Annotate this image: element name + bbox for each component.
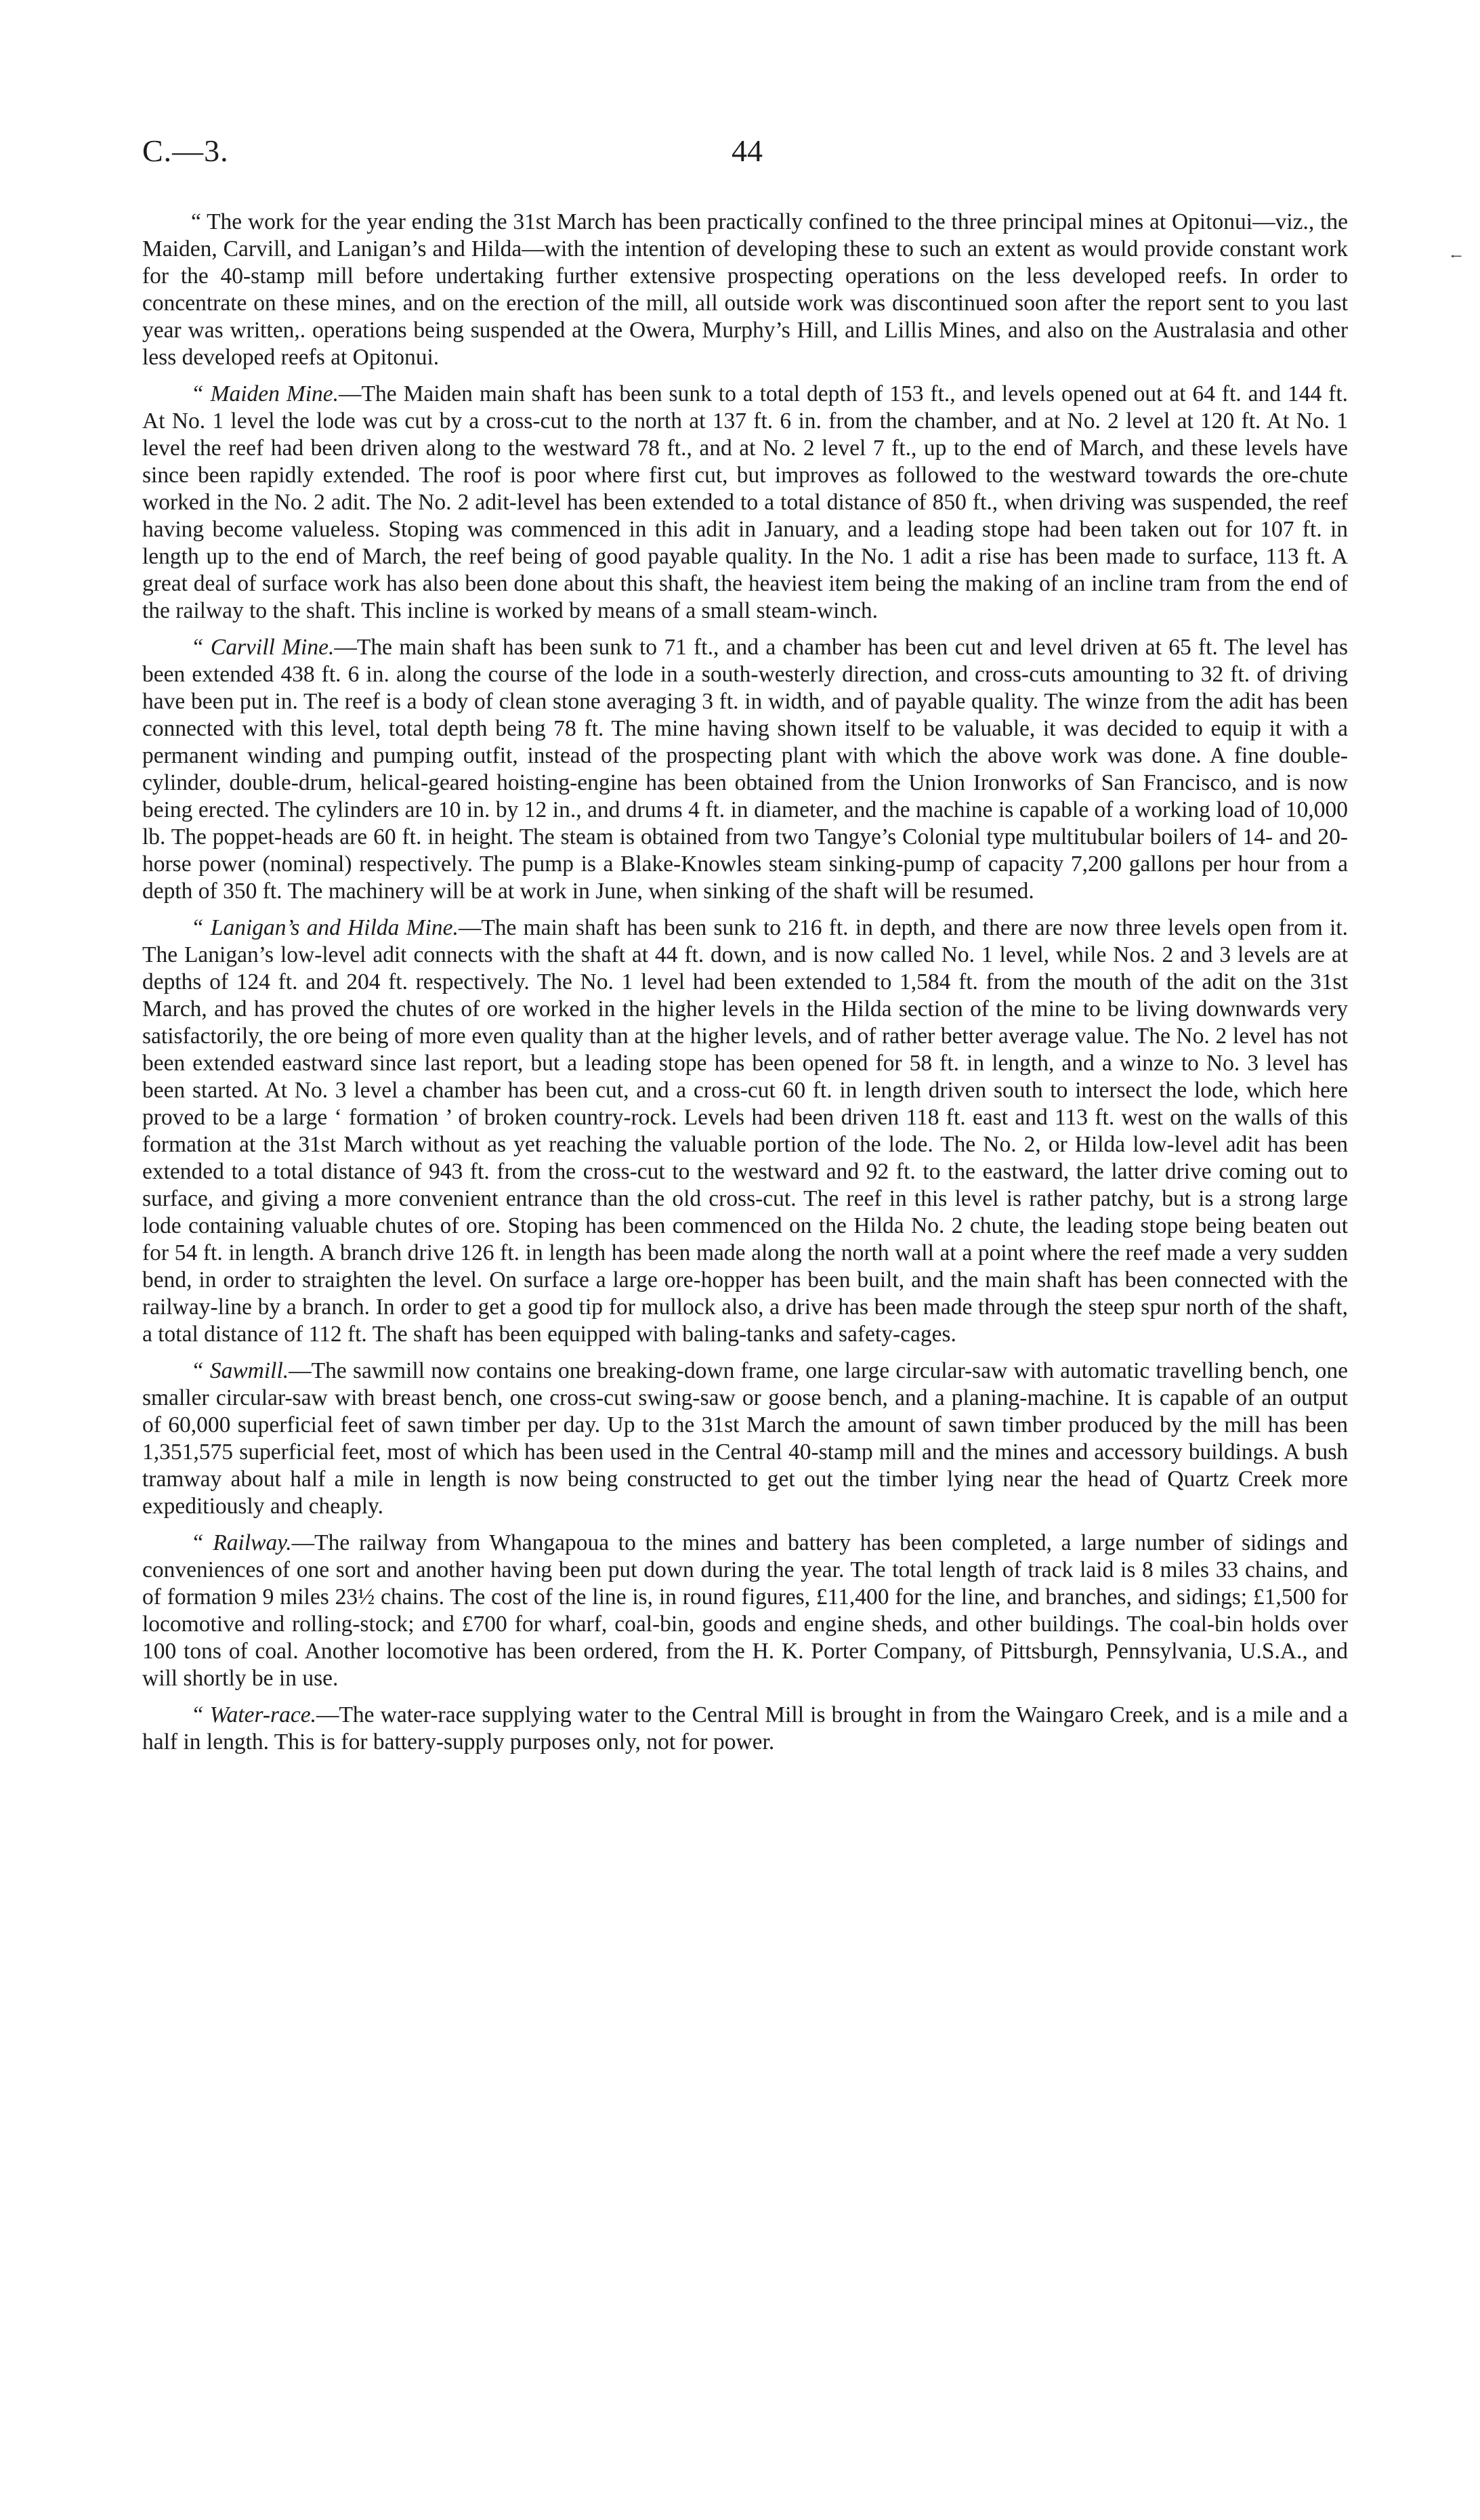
paragraph-railway xyxy=(142,1530,1348,1692)
body-text xyxy=(142,209,1348,1765)
paragraph-maiden-mine xyxy=(142,381,1348,625)
paragraph-text: —The sawmill now contains one breaking-down frame, one large circular-saw with automatic travelling bench, one smaller circular-saw with breast bench, one cross-cut swing-saw or goose bench, and a planing-machine. It is capable of an output of 60,000 superficial feet of sawn timber per day. Up to the 31st March the amount of sawn timber produced by the mill has been 1,351,575 superficial feet, most of which has been used in the Central 40-stamp mill and the mines and accessory buildings. A bush tramway about half a mile in length is now being constructed to get out the timber lying near the head of Quartz Creek more expeditiously and cheaply. xyxy=(142,1358,1348,1519)
section-heading: “ Carvill Mine. xyxy=(191,635,335,660)
section-heading: “ Maiden Mine. xyxy=(191,381,339,406)
margin-mark: ·̶ xyxy=(1450,245,1456,268)
paragraph-lanigans-hilda-mine xyxy=(142,915,1348,1348)
paragraph-text: —The main shaft has been sunk to 216 ft. in depth, and there are now three levels open from it. The Lanigan’s low-level adit connects with the shaft at 44 ft. down, and is now called No. 1 level, while Nos. 2 and 3 levels are at depths of 124 ft. and 204 ft. respectively. The No. 1 level had been extended to 1,584 ft. from the mouth of the adit on the 31st March, and has proved the chutes of ore worked in the higher levels in the Hilda section of the mine to be living downwards very satisfactorily, the ore being of more even quality than at the higher levels, and of rather better average value. The No. 2 level has not been extended eastward since last report, but a leading stope has been opened for 58 ft. in length, and a winze to No. 3 level has been started. At No. 3 level a chamber has been cut, and a cross-cut 60 ft. in length driven south to intersect the lode, which here proved to be a large ‘ formation ’ of broken country-rock. Levels had been driven 118 ft. east and 113 ft. west on the walls of this formation at the 31st March without as yet reaching the valuable portion of the lode. The No. 2, or Hilda low-level adit has been extended to a total distance of 943 ft. from the cross-cut to the westward and 92 ft. to the eastward, the latter drive coming out to surface, and giving a more convenient entrance than the old cross-cut. The reef in this level is rather patchy, but is a strong large lode containing valuable chutes of ore. Stoping has been commenced on the Hilda No. 2 chute, the leading stope being beaten out for 54 ft. in length. A branch drive 126 ft. in length has been made along the north wall at a point where the reef made a very sudden bend, in order to straighten the level. On surface a large ore-hopper has been built, and the main shaft has been connected with the railway-line by a branch. In order to get a good tip for mullock also, a drive has been made through the steep spur north of the shaft, a total distance of 112 ft. The shaft has been equipped with baling-tanks and safety-cages. xyxy=(142,915,1348,1347)
paragraph-text: —The water-race supplying water to the Central Mill is brought in from the Waingaro Creek, and is a mile and a half in length. This is for battery-supply purposes only, not for power. xyxy=(142,1702,1348,1755)
paragraph-carvill-mine xyxy=(142,634,1348,905)
page-number: 44 xyxy=(732,133,763,168)
paragraph-text: —The Maiden main shaft has been sunk to a total depth of 153 ft., and levels opened out at 64 ft. and 144 ft. At No. 1 level the lode was cut by a cross-cut to the north at 137 ft. 6 in. from the chamber, and at No. 2 level at 120 ft. At No. 1 level the reef had been driven along to the westward 78 ft., and at No. 2 level 7 ft., up to the end of March, and these levels have since been rapidly extended. The roof is poor where first cut, but improves as followed to the westward towards the ore-chute worked in the No. 2 adit. The No. 2 adit-level has been extended to a total distance of 850 ft., when driving was suspended, the reef having become valueless. Stoping was commenced in this adit in January, and a leading stope had been taken out for 107 ft. in length up to the end of March, the reef being of good payable quality. In the No. 1 adit a rise has been made to surface, 113 ft. A great deal of surface work has also been done about this shaft, the heaviest item being the making of an incline tram from the end of the railway to the shaft. This incline is worked by means of a small steam-winch. xyxy=(142,381,1349,623)
section-heading: “ Sawmill. xyxy=(191,1358,289,1383)
page-header xyxy=(142,133,1348,180)
section-heading: “ Railway. xyxy=(191,1530,292,1555)
paragraph-text: —The main shaft has been sunk to 71 ft., and a chamber has been cut and level driven at 65 ft. The level has been extended 438 ft. 6 in. along the course of the lode in a south-westerly direction, and cross-cuts amounting to 32 ft. of driving have been put in. The reef is a body of clean stone averaging 3 ft. in width, and of payable quality. The winze from the adit has been connected with this level, total depth being 78 ft. The mine having shown itself to be valuable, it was decided to equip it with a permanent winding and pumping outfit, instead of the prospecting plant with which the above work was done. A fine double-cylinder, double-drum, helical-geared hoisting-engine has been obtained from the Union Ironworks of San Francisco, and is now being erected. The cylinders are 10 in. by 12 in., and drums 4 ft. in diameter, and the machine is capable of a working load of 10,000 lb. The poppet-heads are 60 ft. in height. The steam is obtained from two Tangye’s Colonial type multitubular boilers of 14- and 20-horse power (nominal) respectively. The pump is a Blake-Knowles steam sinking-pump of capacity 7,200 gallons per hour from a depth of 350 ft. The machinery will be at work in June, when sinking of the shaft will be resumed. xyxy=(142,635,1348,904)
paragraph-text: “ The work for the year ending the 31st March has been practically confined to the three principal mines at Opitonui—viz., the Maiden, Carvill, and Lanigan’s and Hilda—with the intention of developing these to such an extent as would provide constant work for the 40-stamp mill before undertaking further extensive prospecting operations on the less developed reefs. In order to concentrate on these mines, and on the erection of the mill, all outside work was discontinued soon after the report sent to you last year was written,. operations being suspended at the Owera, Murphy’s Hill, and Lillis Mines, and also on the Australasia and other less developed reefs at Opitonui. xyxy=(142,209,1348,370)
document-reference: C.—3. xyxy=(142,133,229,168)
section-heading: “ Lanigan’s and Hilda Mine. xyxy=(191,915,459,940)
paragraph-intro xyxy=(142,209,1348,371)
paragraph-water-race xyxy=(142,1702,1348,1756)
paragraph-text: —The railway from Whangapoua to the mines and battery has been completed, a large number of sidings and conveniences of one sort and another having been put down during the year. The total length of track laid is 8 miles 33 chains, and of formation 9 miles 23½ chains. The cost of the line is, in round figures, £11,400 for the line, and branches, and sidings; £1,500 for locomotive and rolling-stock; and £700 for wharf, coal-bin, goods and engine sheds, and other buildings. The coal-bin holds over 100 tons of coal. Another locomotive has been ordered, from the H. K. Porter Company, of Pittsburgh, Pennsylvania, U.S.A., and will shortly be in use. xyxy=(142,1530,1348,1691)
paragraph-sawmill xyxy=(142,1358,1348,1520)
section-heading: “ Water-race. xyxy=(191,1702,316,1727)
